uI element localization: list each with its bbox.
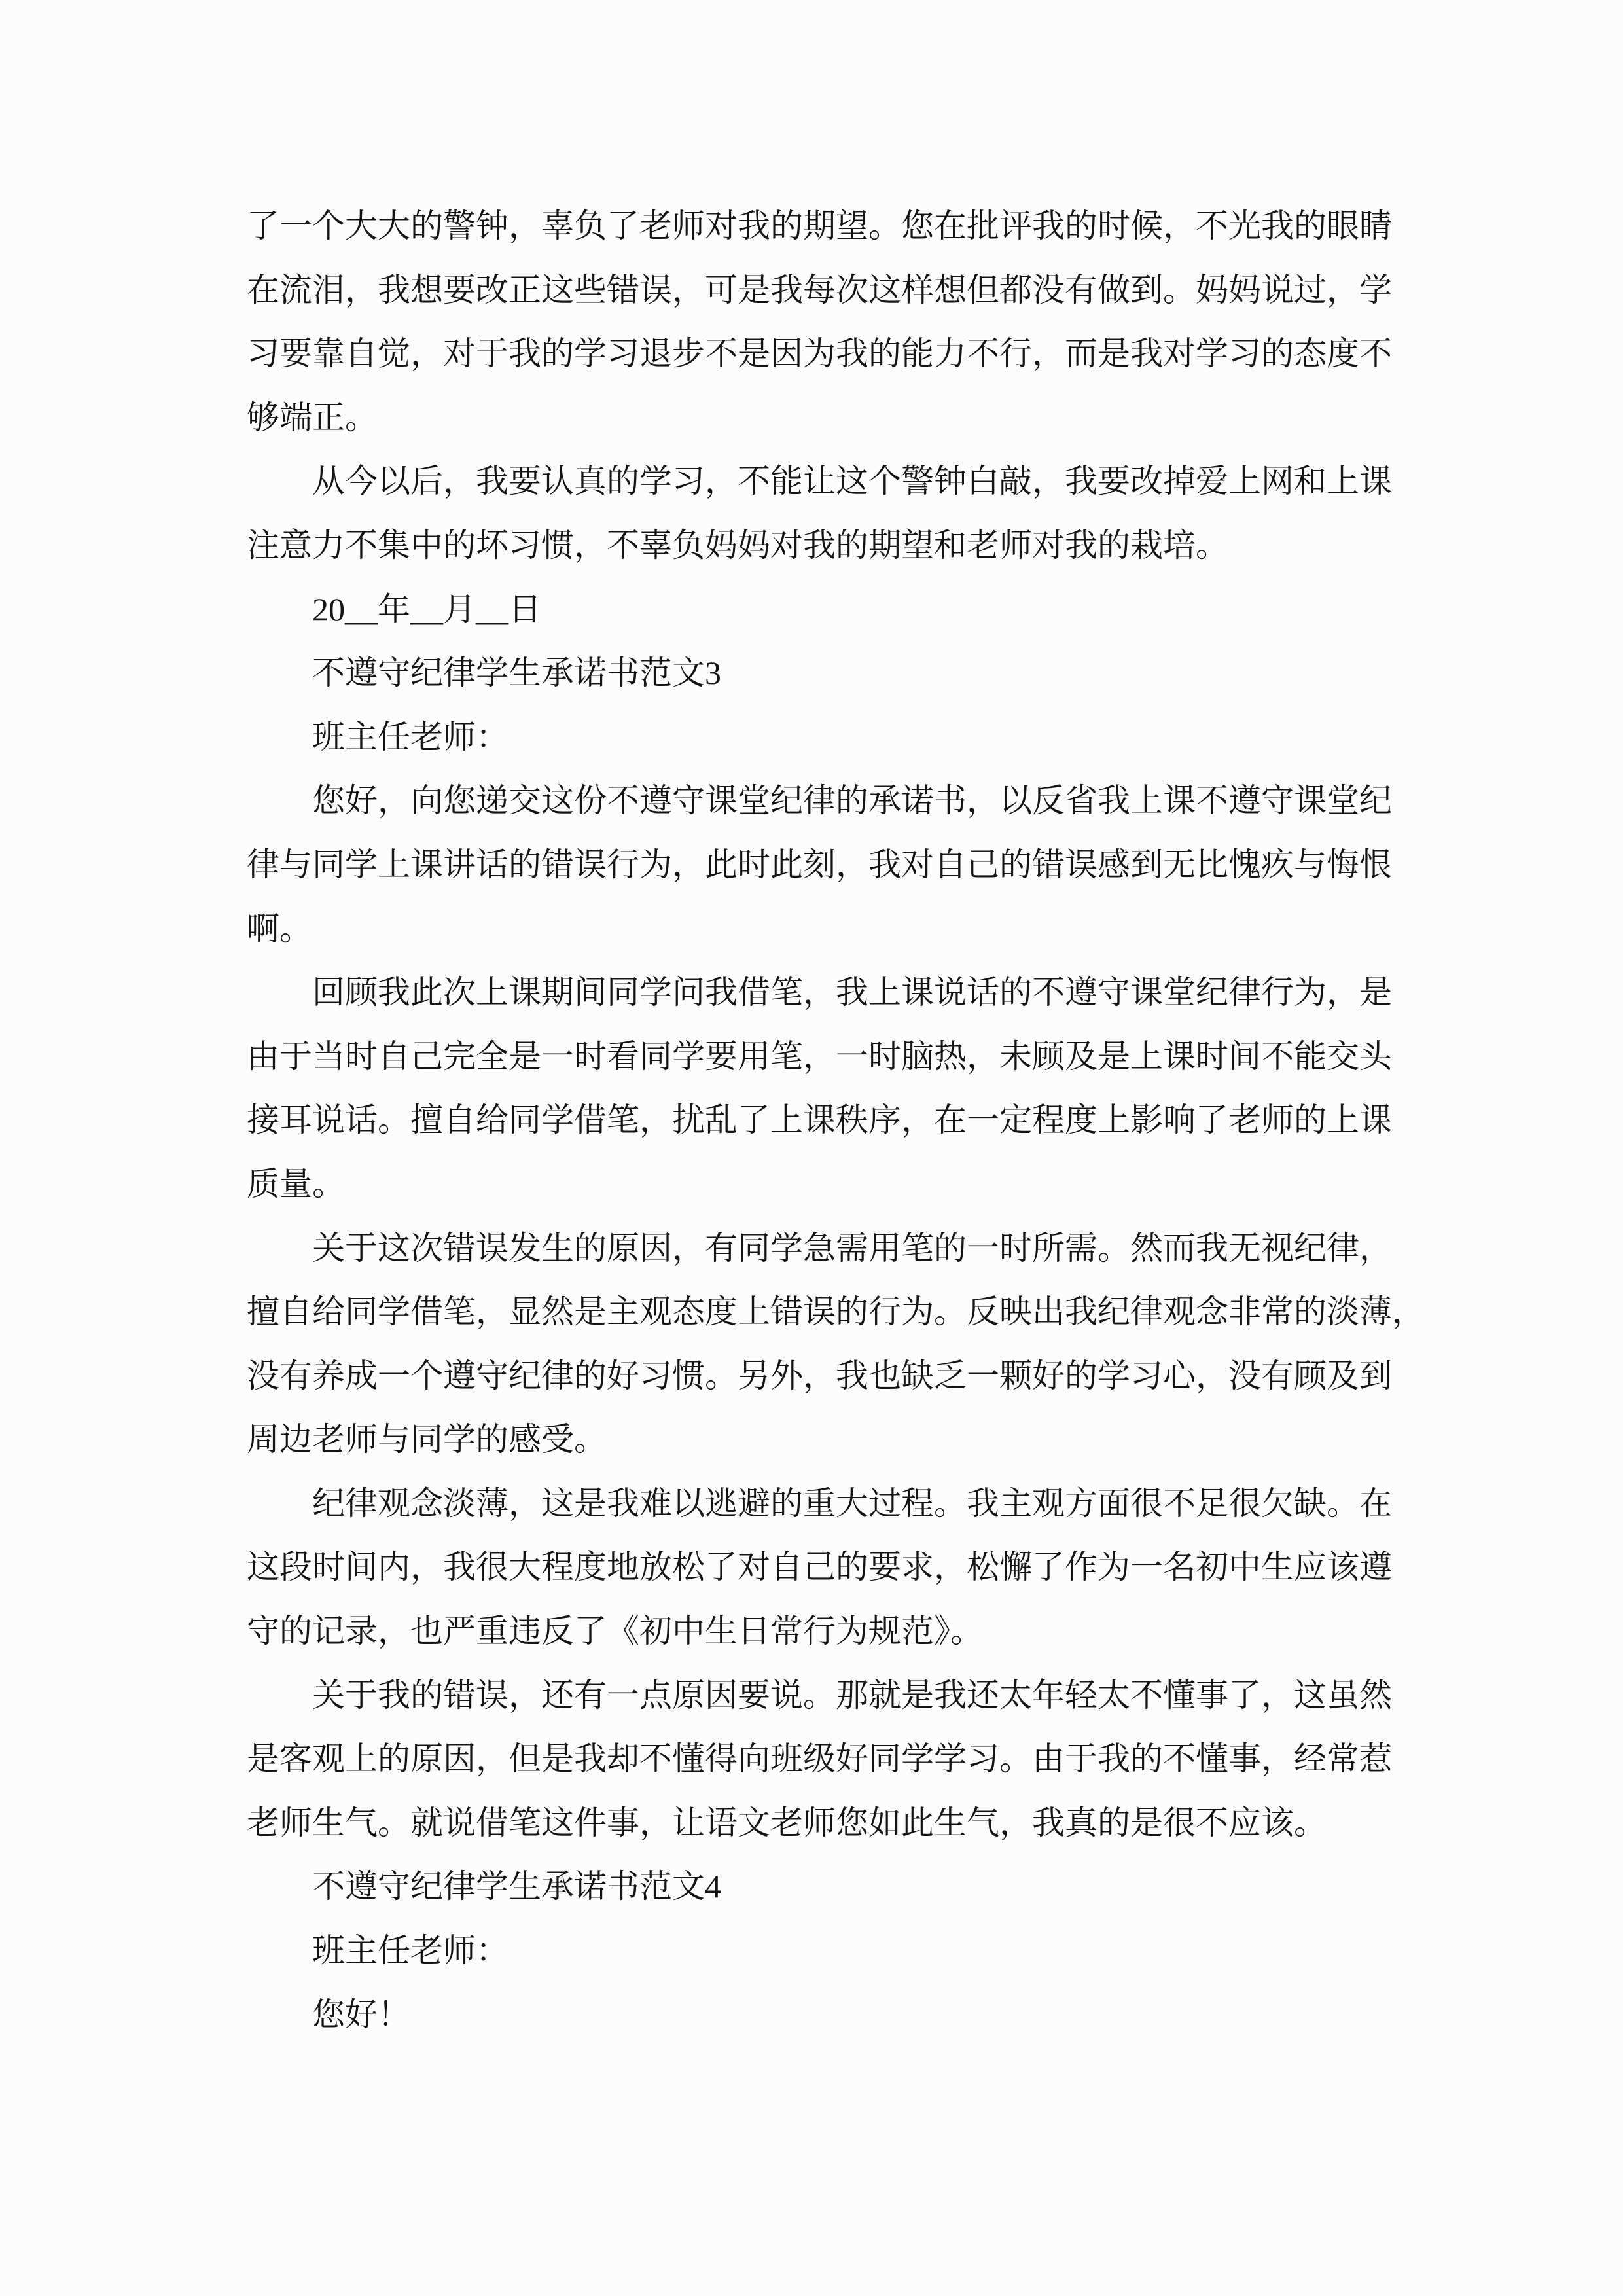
text-line: 关于这次错误发生的原因，有同学急需用笔的一时所需。然而我无视纪律， (312, 1229, 1392, 1266)
text-line: 质量。 (247, 1165, 345, 1202)
text-line: 班主任老师： (312, 1932, 508, 1969)
text-line: 20__年__月__日 (312, 590, 541, 628)
document-text (247, 194, 1425, 2047)
text-line: 习要靠自觉，对于我的学习退步不是因为我的能力不行，而是我对学习的态度不 (247, 335, 1392, 372)
text-line: 回顾我此次上课期间同学问我借笔，我上课说话的不遵守课堂纪律行为，是 (312, 974, 1392, 1011)
text-line: 守的记录，也严重违反了《初中生日常行为规范》。 (247, 1613, 983, 1650)
text-line: 您好，向您递交这份不遵守课堂纪律的承诺书，以反省我上课不遵守课堂纪 (312, 782, 1392, 819)
text-line: 周边老师与同学的感受。 (247, 1421, 607, 1458)
text-line: 注意力不集中的坏习惯，不辜负妈妈对我的期望和老师对我的栽培。 (247, 526, 1228, 564)
text-line: 纪律观念淡薄，这是我难以逃避的重大过程。我主观方面很不足很欠缺。在 (312, 1484, 1392, 1522)
text-line: 擅自给同学借笔，显然是主观态度上错误的行为。反映出我纪律观念非常的淡薄， (247, 1293, 1425, 1331)
text-line: 这段时间内，我很大程度地放松了对自己的要求，松懈了作为一名初中生应该遵 (247, 1549, 1392, 1586)
text-line: 够端正。 (247, 399, 378, 436)
text-line: 是客观上的原因，但是我却不懂得向班级好同学学习。由于我的不懂事，经常惹 (247, 1740, 1392, 1778)
text-line: 没有养成一个遵守纪律的好习惯。另外，我也缺乏一颗好的学习心，没有顾及到 (247, 1357, 1392, 1394)
text-line: 您好！ (312, 1996, 410, 2033)
text-line: 老师生气。就说借笔这件事，让语文老师您如此生气，我真的是很不应该。 (247, 1804, 1327, 1841)
text-line: 不遵守纪律学生承诺书范文4 (312, 1868, 721, 1905)
text-line: 由于当时自己完全是一时看同学要用笔，一时脑热，未顾及是上课时间不能交头 (247, 1037, 1392, 1075)
text-line: 关于我的错误，还有一点原因要说。那就是我还太年轻太不懂事了，这虽然 (312, 1676, 1392, 1713)
text-line: 接耳说话。擅自给同学借笔，扰乱了上课秩序，在一定程度上影响了老师的上课 (247, 1102, 1392, 1139)
text-line: 律与同学上课讲话的错误行为，此时此刻，我对自己的错误感到无比愧疚与悔恨 (247, 846, 1392, 883)
text-line: 班主任老师： (312, 718, 508, 755)
text-line: 在流泪，我想要改正这些错误，可是我每次这样想但都没有做到。妈妈说过，学 (247, 271, 1392, 308)
text-line: 了一个大大的警钟，辜负了老师对我的期望。您在批评我的时候，不光我的眼睛 (247, 207, 1392, 244)
text-line: 不遵守纪律学生承诺书范文3 (312, 655, 721, 692)
text-line: 啊。 (247, 910, 312, 947)
text-line: 从今以后，我要认真的学习，不能让这个警钟白敲，我要改掉爱上网和上课 (312, 463, 1392, 500)
